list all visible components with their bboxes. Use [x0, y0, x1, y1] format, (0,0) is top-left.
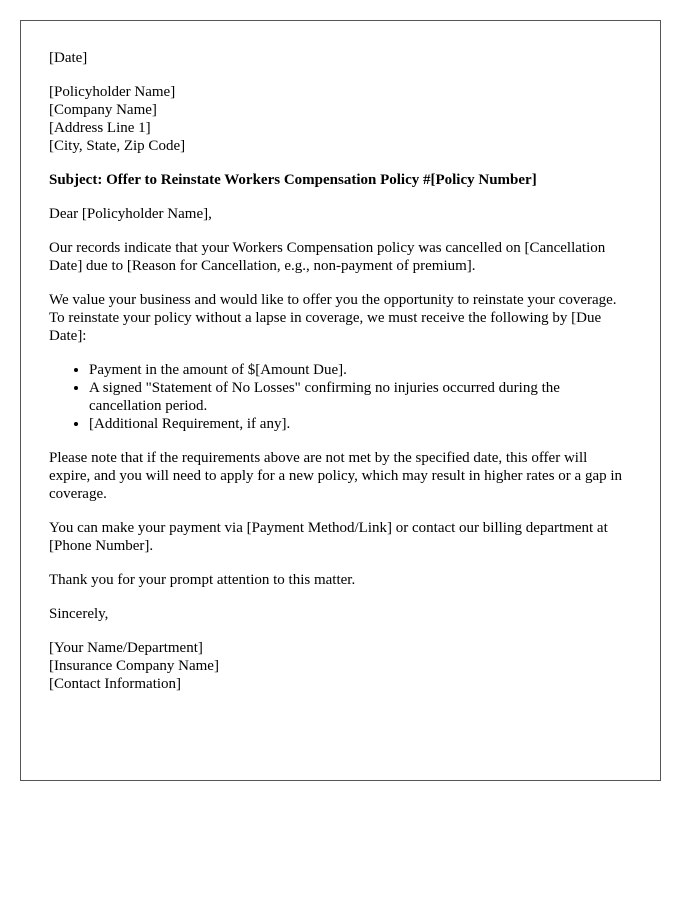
paragraph-expiration-notice: Please note that if the requirements above are not met by the specified date, this offer will expire, and you will need to apply for a new policy, which may result in higher rates or a gap in coverage. [49, 450, 623, 502]
paragraph-cancellation: Our records indicate that your Workers Compensation policy was cancelled on [Cancellation Date] due to [Reason for Cancellation, e.g., non-payment of premium]. [49, 240, 606, 274]
subject-line: Subject: Offer to Reinstate Workers Compensation Policy #[Policy Number] [49, 172, 537, 188]
recipient-address [49, 83, 632, 155]
salutation: Dear [Policyholder Name], [49, 206, 212, 222]
recipient-company: [Company Name] [49, 102, 157, 118]
closing: Sincerely, [49, 606, 109, 622]
paragraph-payment: You can make your payment via [Payment Method/Link] or contact our billing department at [Phone Number]. [49, 520, 608, 554]
signature-company: [Insurance Company Name] [49, 658, 219, 674]
signature-block [49, 639, 632, 693]
recipient-name: [Policyholder Name] [49, 84, 176, 100]
paragraph-offer: We value your business and would like to offer you the opportunity to reinstate your coverage. To reinstate your policy without a lapse in coverage, we must receive the following by [Due Date]: [49, 292, 617, 344]
date-block [49, 49, 632, 67]
letter-date: [Date] [49, 50, 88, 66]
recipient-address-line-1: [Address Line 1] [49, 120, 151, 136]
signature-name: [Your Name/Department] [49, 640, 203, 656]
requirements-list [49, 361, 632, 433]
list-item: • A signed "Statement of No Losses" confirming no injuries occurred during the cancellation period. [89, 379, 632, 415]
letter-page [20, 20, 661, 781]
list-item: • Payment in the amount of $[Amount Due]. [89, 361, 632, 379]
signature-contact: [Contact Information] [49, 676, 182, 692]
paragraph-thanks: Thank you for your prompt attention to this matter. [49, 572, 356, 588]
recipient-city-state-zip: [City, State, Zip Code] [49, 138, 186, 154]
list-item: • [Additional Requirement, if any]. [89, 415, 632, 433]
